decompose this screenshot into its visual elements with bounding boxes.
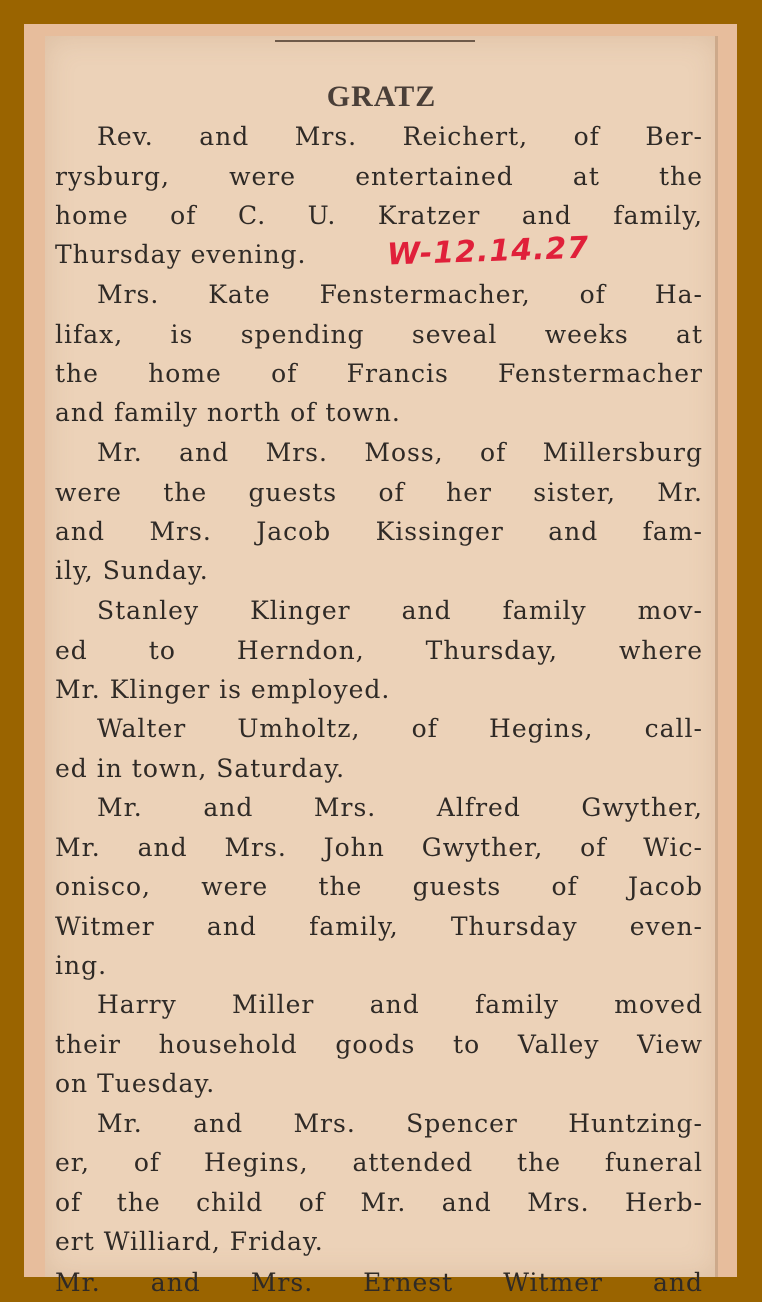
text-line: Thursday evening. bbox=[55, 240, 307, 269]
text-line: Mrs. Kate Fenstermacher, of Ha- bbox=[97, 280, 703, 309]
text-line: Mr. and Mrs. John Gwyther, of Wic- bbox=[55, 833, 703, 862]
cut-off-line bbox=[55, 1262, 703, 1297]
text-line: and family north of town. bbox=[55, 398, 401, 427]
text-line: lifax, is spending seveal weeks at bbox=[55, 320, 703, 349]
clipping-heading: GRATZ bbox=[326, 80, 437, 113]
text-line: and Mrs. Jacob Kissinger and fam- bbox=[55, 517, 703, 546]
text-line: Mr. and Mrs. Alfred Gwyther, bbox=[97, 793, 703, 822]
text-line: home of C. U. Kratzer and family, bbox=[55, 201, 703, 230]
text-line: Mr. and Mrs. Ernest Witmer and bbox=[55, 1268, 703, 1297]
text-line: Mr. Klinger is employed. bbox=[55, 675, 391, 704]
text-line: Walter Umholtz, of Hegins, call- bbox=[97, 714, 703, 743]
text-line: Witmer and family, Thursday even- bbox=[55, 912, 703, 941]
handwritten-date: W-12.14.27 bbox=[386, 230, 590, 273]
clipping-edge bbox=[715, 36, 718, 1277]
text-line: Rev. and Mrs. Reichert, of Ber- bbox=[97, 122, 703, 151]
text-line: on Tuesday. bbox=[55, 1069, 216, 1098]
text-line: were the guests of her sister, Mr. bbox=[55, 478, 703, 507]
text-line: of the child of Mr. and Mrs. Herb- bbox=[55, 1188, 703, 1217]
text-line: Mr. and Mrs. Moss, of Millersburg bbox=[97, 438, 703, 467]
text-line: er, of Hegins, attended the funeral bbox=[55, 1148, 703, 1177]
text-line: Stanley Klinger and family mov- bbox=[97, 596, 703, 625]
text-line: ert Williard, Friday. bbox=[55, 1227, 324, 1256]
text-line: the home of Francis Fenstermacher bbox=[55, 359, 703, 388]
top-rule bbox=[275, 40, 475, 42]
newspaper-clipping bbox=[45, 36, 718, 1297]
text-line: ing. bbox=[55, 951, 108, 980]
text-line: ed to Herndon, Thursday, where bbox=[55, 636, 703, 665]
text-line: rysburg, were entertained at the bbox=[55, 162, 703, 191]
text-line: ed in town, Saturday. bbox=[55, 754, 346, 783]
text-line: their household goods to Valley View bbox=[55, 1030, 703, 1059]
text-line: Harry Miller and family moved bbox=[97, 990, 703, 1019]
text-line: ily, Sunday. bbox=[55, 556, 209, 585]
text-line: Mr. and Mrs. Spencer Huntzing- bbox=[97, 1109, 703, 1138]
text-line: onisco, were the guests of Jacob bbox=[55, 872, 703, 901]
